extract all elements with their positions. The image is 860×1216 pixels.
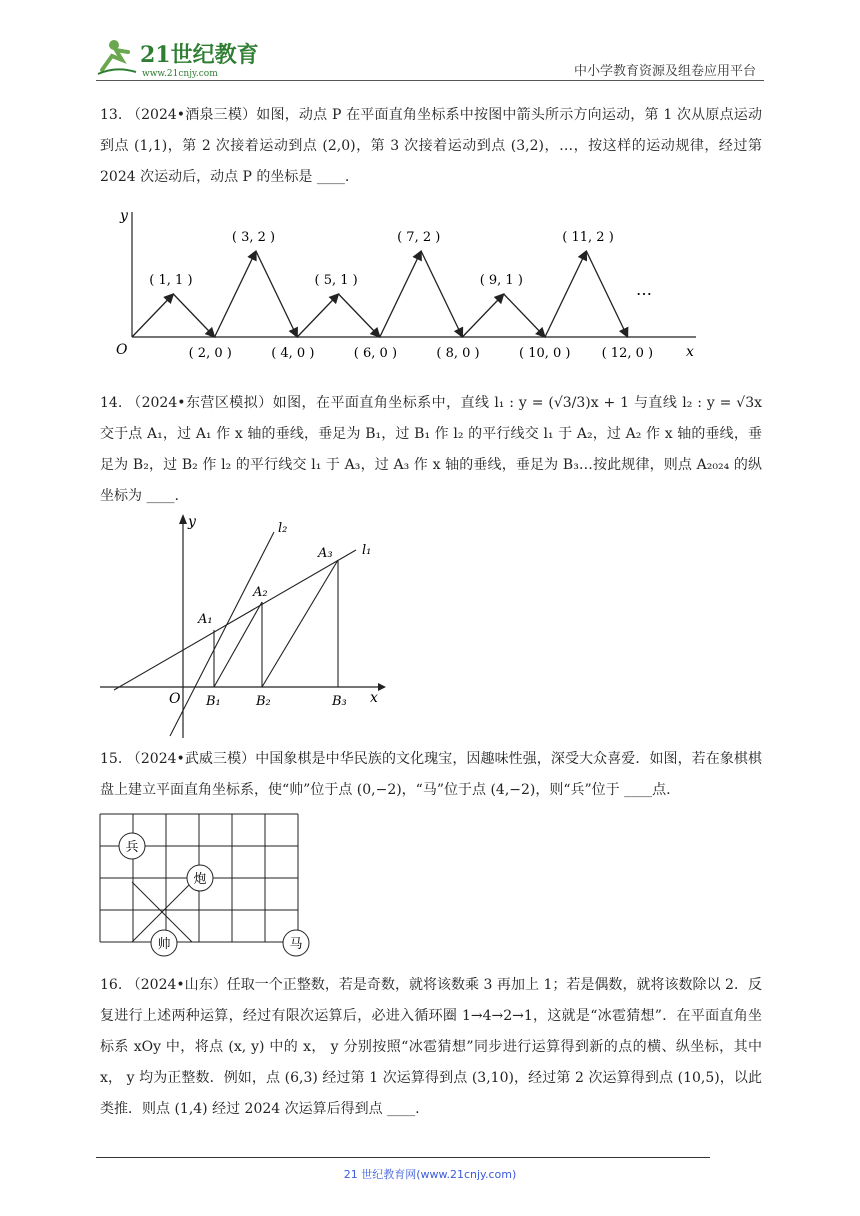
move-segment xyxy=(421,251,462,337)
site-logo xyxy=(96,36,266,80)
x-axis-label: x xyxy=(370,690,378,706)
svg-text:炮: 炮 xyxy=(193,872,207,887)
footer-text: 21 世纪教育网(www.21cnjy.com) xyxy=(343,1168,517,1181)
svg-text:帅: 帅 xyxy=(157,937,171,952)
lower-point-label: ( 4, 0 ) xyxy=(271,346,315,361)
move-segment xyxy=(586,251,627,337)
header-divider xyxy=(96,80,764,81)
point-b3: B₃ xyxy=(332,694,347,709)
figure-15-chessboard xyxy=(98,812,316,964)
point-a3: A₃ xyxy=(318,546,333,561)
runner-logo-icon xyxy=(96,36,266,80)
upper-point-label: ( 7, 2 ) xyxy=(397,230,441,245)
problem-15 xyxy=(100,744,762,806)
move-segment xyxy=(297,294,338,337)
move-segment xyxy=(545,251,586,337)
problem-14-text: （2024•东营区模拟）如图，在平面直角坐标系中，直线 l₁ : y = (√3/3)x + 1 与直线 l₂ : y = √3x 交于点 A₁，过 A₁ 作 x 轴的垂线，垂足为 B₁，过 B₁ 作 l₂ 的平行线交 l₁ 于 A₂，过 A₂ 作 x 轴的垂线，垂足为 B₂，过 B₂ 作 l₂ 的平行线交 l₁ 于 A₃，过 A₃ 作 x 轴的垂线，垂足为 B₃…按此规律，则点 A₂₀₂₄ 的纵坐标为 ____. xyxy=(100,395,763,504)
upper-point-label: ( 9, 1 ) xyxy=(479,273,523,288)
svg-text:马: 马 xyxy=(289,937,303,952)
problem-13-text: （2024•酒泉三模）如图，动点 P 在平面直角坐标系中按图中箭头所示方向运动，第 1 次从原点运动到点 (1,1)，第 2 次接着运动到点 (2,0)，第 3 次接着运动到点 (3,2)，…，按这样的运动规律，经过第 2024 次运动后，动点 P 的坐标是 ____. xyxy=(100,107,763,185)
problem-16-number: 16. xyxy=(100,977,123,993)
zigzag-path xyxy=(132,251,628,337)
piece-pao xyxy=(187,865,213,891)
point-a2: A₂ xyxy=(253,585,268,600)
problem-13-number: 13. xyxy=(100,107,123,123)
move-segment xyxy=(132,294,173,337)
line-l1-label: l₁ xyxy=(362,543,372,558)
problem-13 xyxy=(100,100,762,193)
problem-15-number: 15. xyxy=(100,751,123,767)
point-a1: A₁ xyxy=(198,612,213,627)
svg-text:兵: 兵 xyxy=(125,840,139,855)
x-axis-label: x xyxy=(686,344,694,360)
lower-point-label: ( 10, 0 ) xyxy=(519,346,571,361)
platform-name: 中小学教育资源及组卷应用平台 xyxy=(573,64,756,79)
problem-15-text: （2024•武威三模）中国象棋是中华民族的文化瑰宝，因趣味性强，深受大众喜爱．如图，若在象棋棋盘上建立平面直角坐标系，使“帅”位于点 (0,−2)，“马”位于点 (4,−2)，则“兵”位于 ____点. xyxy=(100,751,762,798)
upper-point-label: ( 5, 1 ) xyxy=(314,273,358,288)
point-b2: B₂ xyxy=(256,694,271,709)
upper-point-label: ( 11, 2 ) xyxy=(562,230,614,245)
move-segment xyxy=(504,294,545,337)
move-segment xyxy=(215,251,256,337)
y-axis-label: y xyxy=(188,514,196,530)
move-segment xyxy=(380,251,421,337)
move-segment xyxy=(462,294,503,337)
line-l2-label: l₂ xyxy=(278,521,288,536)
upper-point-label: ( 1, 1 ) xyxy=(149,273,193,288)
upper-point-label: ( 3, 2 ) xyxy=(231,230,276,245)
point-labels xyxy=(149,230,653,361)
ellipsis: … xyxy=(636,280,652,299)
logo-url: www.21cnjy.com xyxy=(142,69,218,79)
move-segment xyxy=(173,294,214,337)
lower-point-label: ( 8, 0 ) xyxy=(436,346,480,361)
figure-13 xyxy=(96,200,706,370)
origin-label: O xyxy=(169,691,181,707)
lower-point-label: ( 12, 0 ) xyxy=(601,346,654,361)
piece-shuai xyxy=(151,930,177,956)
piece-bing xyxy=(119,833,145,859)
y-axis-label: y xyxy=(120,208,128,224)
figure-14 xyxy=(96,510,396,742)
problem-14-number: 14. xyxy=(100,395,123,411)
point-b1: B₁ xyxy=(206,694,221,709)
problem-16-text: （2024•山东）任取一个正整数，若是奇数，就将该数乘 3 再加上 1；若是偶数，就将该数除以 2．反复进行上述两种运算，经过有限次运算后，必进入循环圈 1→4→2→1，这就是“冰雹猜想”．在平面直角坐标系 xOy 中，将点 (x, y) 中的 x， y 分别按照“冰雹猜想”同步进行运算得到新的点的横、纵坐标，其中 x， y 均为正整数．例如，点 (6,3) 经过第 1 次运算得到点 (3,10)，经过第 2 次运算得到点 (10,5)，以此类推．则点 (1,4) 经过 2024 次运算后得到点 ____. xyxy=(100,977,762,1117)
line-l1 xyxy=(114,550,356,690)
footer-divider xyxy=(96,1157,710,1158)
logo-text: 21世纪教育 xyxy=(140,42,259,68)
lower-point-label: ( 6, 0 ) xyxy=(353,346,398,361)
problem-16 xyxy=(100,970,762,1125)
problem-14 xyxy=(100,388,762,512)
piece-ma xyxy=(283,930,309,956)
origin-label: O xyxy=(116,342,128,358)
lower-point-label: ( 2, 0 ) xyxy=(188,346,232,361)
move-segment xyxy=(339,294,380,337)
move-segment xyxy=(256,251,297,337)
